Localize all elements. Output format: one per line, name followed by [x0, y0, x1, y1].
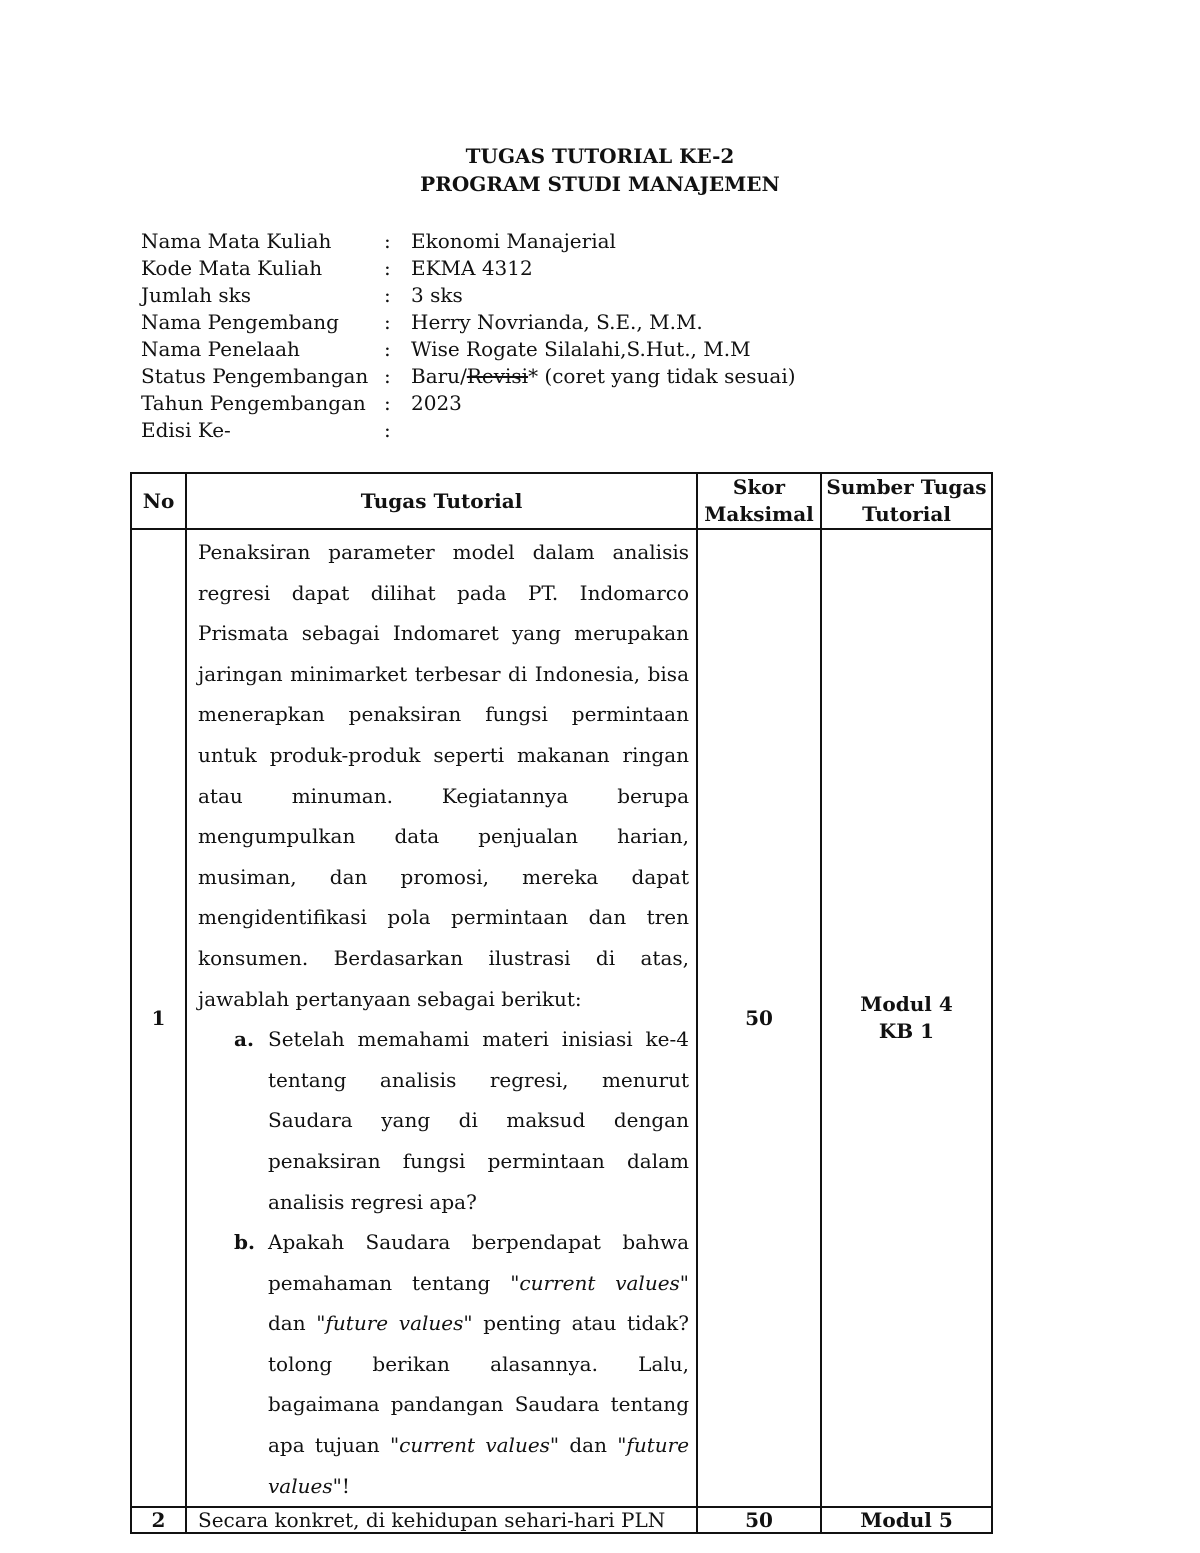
header-task: Tugas Tutorial	[186, 473, 697, 529]
source-line2: KB 1	[878, 1019, 935, 1044]
info-label: Nama Penelaah	[141, 337, 300, 361]
question-b	[198, 1222, 689, 1506]
info-value: EKMA 4312	[411, 256, 533, 280]
info-value: 2023	[411, 391, 462, 415]
info-label: Kode Mata Kuliah	[141, 256, 323, 280]
header-score	[697, 473, 821, 529]
task-text: Secara konkret, di kehidupan sehari-hari PLN	[198, 1508, 666, 1533]
info-colon: :	[384, 229, 391, 253]
question-b-part: penting atau tidak? tolong berikan alasannya. Lalu, bagaimana pandangan Saudara tentang apa tujuan	[268, 1311, 690, 1458]
question-b-part: Apakah Saudara berpendapat bahwa pemahaman tentang	[268, 1230, 689, 1295]
task-intro: Penaksiran parameter model dalam analisis regresi dapat dilihat pada PT. Indomarco Prismata sebagai Indomaret yang merupakan jaringan minimarket terbesar di Indonesia, bisa menerapkan penaksiran fungsi permintaan untuk produk-produk seperti makanan ringan atau minuman. Kegiatannya berupa mengumpulkan data penjualan harian, musiman, dan promosi, mereka dapat mengidentifikasi pola permintaan dan tren konsumen. Berdasarkan ilustrasi di atas, jawablah pertanyaan sebagai berikut:	[198, 540, 689, 1011]
document-title: TUGAS TUTORIAL KE-2	[465, 144, 735, 168]
question-b-term: "future values"	[268, 1433, 690, 1498]
question-a	[198, 1019, 689, 1222]
header-no: No	[131, 473, 186, 529]
info-colon: :	[384, 418, 391, 442]
info-value: Wise Rogate Silalahi,S.Hut., M.M	[411, 337, 751, 361]
info-colon: :	[384, 391, 391, 415]
table-header-row	[131, 473, 992, 529]
question-a-marker: a.	[234, 1027, 254, 1052]
info-colon: :	[384, 310, 391, 334]
task-cell	[186, 1507, 697, 1533]
header-source-line2: Tutorial	[862, 502, 951, 526]
question-b-part: dan	[559, 1433, 618, 1458]
document-subtitle: PROGRAM STUDI MANAJEMEN	[420, 172, 780, 196]
table-row	[131, 1507, 992, 1533]
header-score-line2: Maksimal	[704, 502, 814, 526]
question-b-term: "future values"	[316, 1311, 473, 1336]
status-new: Baru/	[411, 364, 467, 388]
source-line1: Modul 4	[860, 992, 953, 1017]
info-value: 3 sks	[411, 283, 463, 307]
question-b-text	[268, 1222, 689, 1506]
header-source-line1: Sumber Tugas	[826, 475, 987, 499]
header-score-line1: Skor	[732, 475, 786, 499]
info-label: Nama Mata Kuliah	[141, 229, 332, 253]
header-source	[821, 473, 992, 529]
info-label: Edisi Ke-	[141, 418, 231, 442]
info-label: Jumlah sks	[141, 283, 252, 307]
question-b-term: "current values"	[510, 1270, 690, 1295]
info-colon: :	[384, 256, 391, 280]
question-b-part: !	[341, 1473, 350, 1498]
info-colon: :	[384, 283, 391, 307]
question-b-part: dan	[268, 1311, 317, 1336]
task-cell	[186, 529, 697, 1507]
info-label: Tahun Pengembangan	[141, 391, 366, 415]
status-note: * (coret yang tidak sesuai)	[528, 364, 796, 388]
source-cell: Modul 5	[821, 1507, 992, 1533]
info-colon: :	[384, 337, 391, 361]
question-a-text: Setelah memahami materi inisiasi ke-4 tentang analisis regresi, menurut Saudara yang di maksud dengan penaksiran fungsi permintaan dalam analisis regresi apa?	[268, 1027, 689, 1214]
row-number: 2	[131, 1507, 186, 1533]
source-cell	[821, 529, 992, 1507]
table-row	[131, 529, 992, 1507]
info-value: Herry Novrianda, S.E., M.M.	[411, 310, 703, 334]
question-b-marker: b.	[234, 1230, 255, 1255]
score-cell: 50	[697, 1507, 821, 1533]
info-value	[411, 363, 796, 390]
status-revision-struck: Revisi	[466, 364, 529, 388]
task-table	[130, 472, 993, 1534]
score-cell: 50	[697, 529, 821, 1507]
info-value: Ekonomi Manajerial	[411, 229, 616, 253]
info-label: Status Pengembangan	[141, 364, 369, 388]
row-number: 1	[131, 529, 186, 1507]
info-label: Nama Pengembang	[141, 310, 339, 334]
question-b-term: "current values"	[389, 1433, 560, 1458]
info-colon: :	[384, 364, 391, 388]
